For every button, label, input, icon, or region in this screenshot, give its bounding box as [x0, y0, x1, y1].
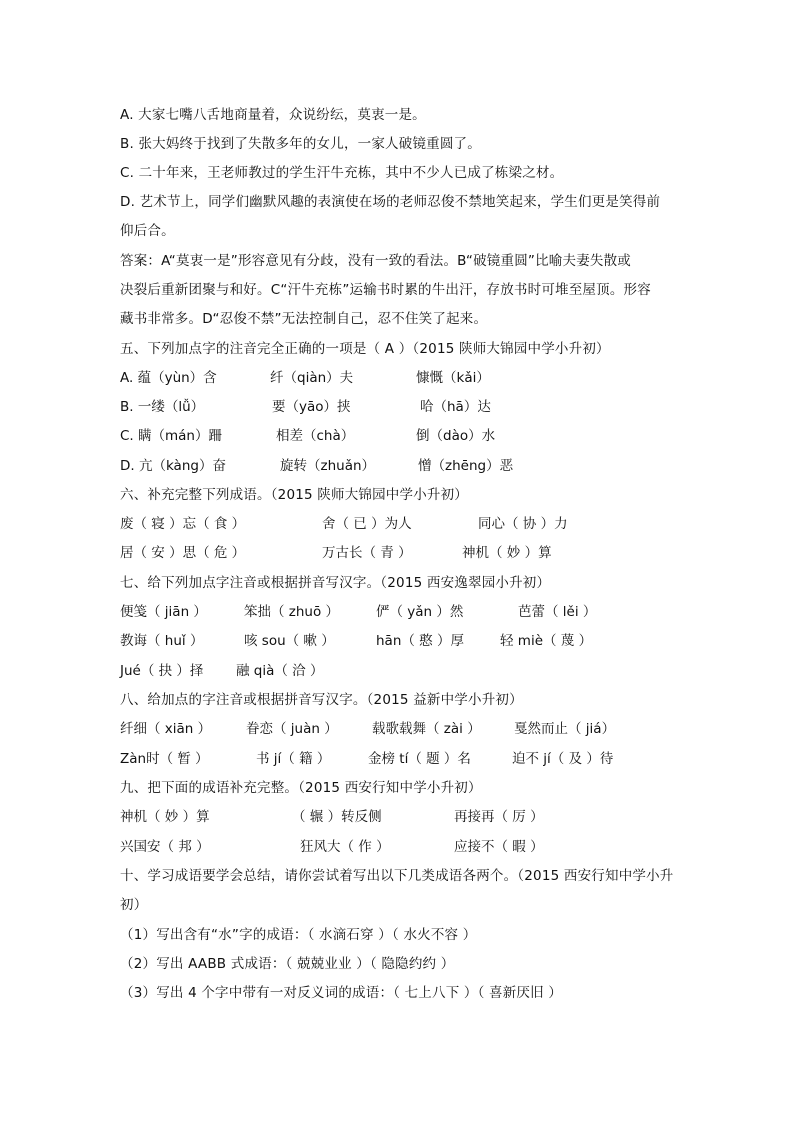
q5-a-2: 纤（qiàn）夫 — [270, 370, 354, 386]
q7-1-1: 便笺（ jiān ） — [120, 604, 207, 620]
q8-1-1: 纤细（ xiān ） — [120, 721, 212, 737]
q8-2-2: 书 jí（ 籍 ） — [256, 751, 331, 767]
answer-line-2: 决裂后重新团聚与和好。C“汗牛充栋”运输书时累的牛出汗，存放书时可堆至屋顶。形容 — [120, 282, 651, 298]
q9-1-2: （ 辗 ）转反侧 — [292, 809, 382, 825]
q10-item-1: （1）写出含有“水”字的成语：（ 水滴石穿 ）（ 水火不容 ） — [120, 927, 477, 943]
q8-1-3: 载歌载舞（ zài ） — [372, 721, 481, 737]
q6-1-1: 废（ 寝 ）忘（ 食 ） — [120, 516, 246, 532]
q7-3-1: Jué（ 抉 ）择 — [120, 663, 204, 679]
q9-1-3: 再接再（ 厉 ） — [454, 809, 544, 825]
q5-title: 五、下列加点字的注音完全正确的一项是（ A ）（2015 陕师大锦园中学小升初） — [120, 341, 610, 357]
q7-1-2: 笨拙（ zhuō ） — [244, 604, 340, 620]
q5-b-1: B. 一缕（lǚ） — [120, 399, 205, 415]
q9-2-3: 应接不（ 暇 ） — [454, 839, 544, 855]
q6-title: 六、补充完整下列成语。（2015 陕师大锦园中学小升初） — [120, 487, 468, 503]
q8-1-4: 戛然而止（ jiá） — [514, 721, 616, 737]
answer-line-1: 答案：A“莫衷一是”形容意见有分歧，没有一致的看法。B“破镜重圆”比喻夫妻失散或 — [120, 253, 631, 269]
q5-d-3: 憎（zhēng）恶 — [418, 458, 514, 474]
q6-1-2: 舍（ 已 ）为人 — [322, 516, 412, 532]
q6-1-3: 同心（ 协 ）力 — [478, 516, 568, 532]
q10-title: 十、学习成语要学会总结，请你尝试着写出以下几类成语各两个。（2015 西安行知中学小升 — [120, 868, 674, 884]
q6-2-1: 居（ 安 ）思（ 危 ） — [120, 545, 246, 561]
option-a: A. 大家七嘴八舌地商量着，众说纷纭，莫衷一是。 — [120, 107, 426, 123]
q8-2-1: Zàn时（ 暂 ） — [120, 751, 209, 767]
q5-c-2: 相差（chà） — [276, 428, 355, 444]
q8-1-2: 眷恋（ juàn ） — [246, 721, 338, 737]
q8-2-3: 金榜 tí（ 题 ）名 — [368, 751, 471, 767]
q5-a-3: 慷慨（kǎi） — [416, 370, 490, 386]
q10-item-3: （3）写出 4 个字中带有一对反义词的成语：（ 七上八下 ）（ 喜新厌旧 ） — [120, 985, 563, 1001]
q7-1-4: 芭蕾（ lěi ） — [518, 604, 597, 620]
q10-item-2: （2）写出 AABB 式成语：（ 兢兢业业 ）（ 隐隐约约 ） — [120, 956, 455, 972]
q5-b-3: 哈（hā）达 — [420, 399, 491, 415]
option-d: D. 艺术节上，同学们幽默风趣的表演使在场的老师忍俊不禁地笑起来，学生们更是笑得前 — [120, 194, 661, 210]
q7-title: 七、给下列加点字注音或根据拼音写汉字。（2015 西安逸翠园小升初） — [120, 575, 551, 591]
q8-title: 八、给加点的字注音或根据拼音写汉字。（2015 益新中学小升初） — [120, 692, 523, 708]
q10-title-continued: 初） — [120, 897, 148, 913]
option-d-continued: 仰后合。 — [120, 223, 175, 239]
q8-2-4: 迫不 jí（ 及 ）待 — [512, 751, 614, 767]
q7-2-1: 教诲（ huǐ ） — [120, 633, 204, 649]
q7-3-2: 融 qià（ 洽 ） — [236, 663, 324, 679]
answer-line-3: 藏书非常多。D“忍俊不禁”无法控制自己，忍不住笑了起来。 — [120, 311, 488, 327]
q9-title: 九、把下面的成语补充完整。（2015 西安行知中学小升初） — [120, 780, 482, 796]
q5-a-1: A. 蕴（yùn）含 — [120, 370, 217, 386]
q6-2-3: 神机（ 妙 ）算 — [462, 545, 552, 561]
q7-2-2: 咳 sou（ 嗽 ） — [244, 633, 335, 649]
q5-d-2: 旋转（zhuǎn） — [280, 458, 376, 474]
q5-b-2: 要（yāo）挟 — [272, 399, 351, 415]
q9-2-1: 兴国安（ 邦 ） — [120, 839, 210, 855]
q7-1-3: 俨（ yǎn ）然 — [376, 604, 464, 620]
q7-2-4: 轻 miè（ 蔑 ） — [500, 633, 593, 649]
q5-d-1: D. 亢（kàng）奋 — [120, 458, 226, 474]
q6-2-2: 万古长（ 青 ） — [322, 545, 412, 561]
q5-c-3: 倒（dào）水 — [416, 428, 496, 444]
q9-1-1: 神机（ 妙 ）算 — [120, 809, 210, 825]
q9-2-2: 狂风大（ 作 ） — [300, 839, 390, 855]
option-b: B. 张大妈终于找到了失散多年的女儿，一家人破镜重圆了。 — [120, 136, 481, 152]
q7-2-3: hān（ 憨 ）厚 — [376, 633, 464, 649]
q5-c-1: C. 瞒（mán）跚 — [120, 428, 222, 444]
option-c: C. 二十年来，王老师教过的学生汗牛充栋，其中不少人已成了栋梁之材。 — [120, 165, 564, 181]
